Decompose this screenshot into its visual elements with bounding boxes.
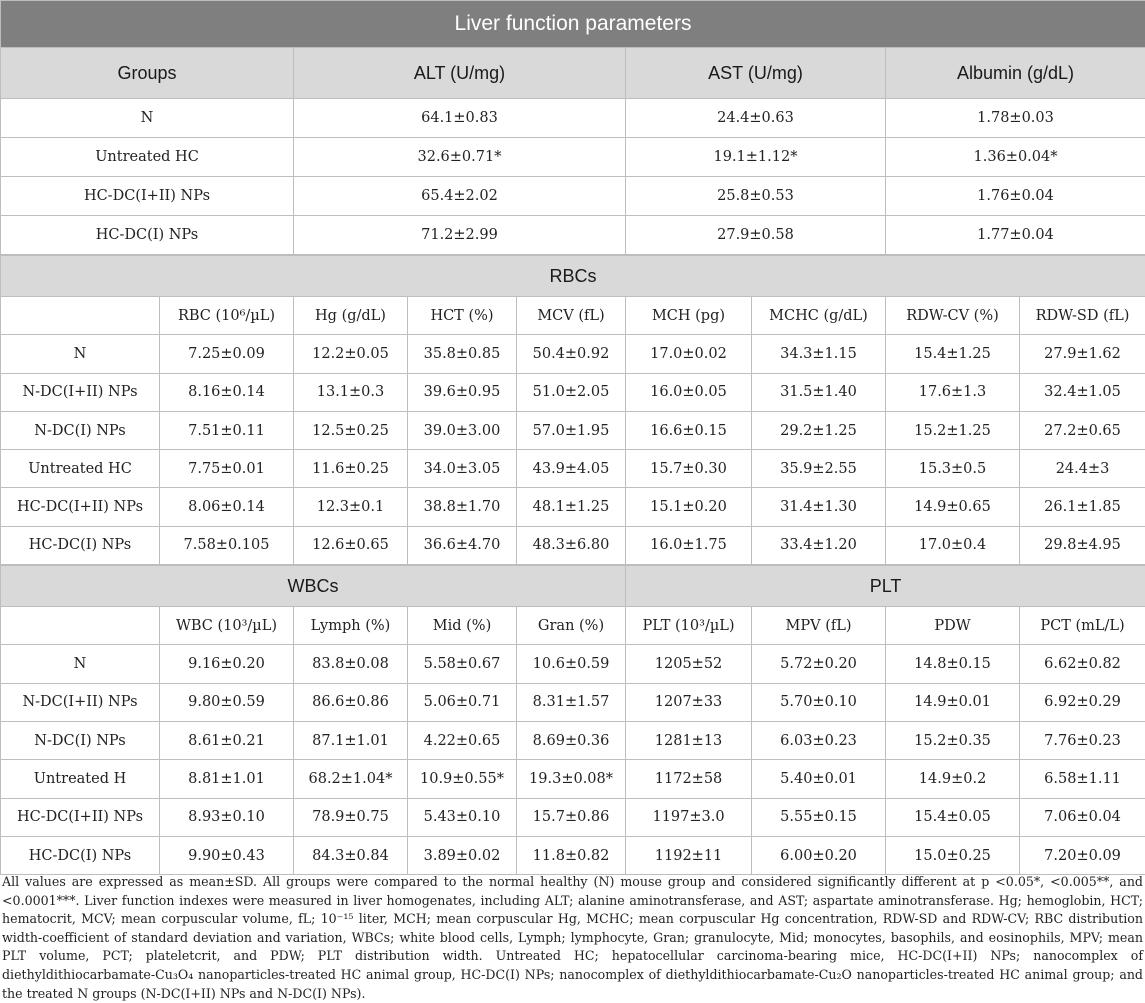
table-row — [1, 683, 1145, 721]
table-cell: 12.6±0.65 — [294, 526, 408, 564]
column-header: AST (U/mg) — [626, 48, 886, 99]
table-row — [1, 177, 1145, 216]
column-header: WBC (10³/µL) — [160, 607, 294, 645]
table-footnote: All values are expressed as mean±SD. All groups were compared to the normal healthy (N) mouse group and considered significantly different at p <0.05*, <0.005**, and <0.0001***. Liver function indexes were measured in liver homogenates, including ALT; alanine aminotransferase, and AST; aspartate aminotransferase. Hg; hemoglobin, HCT; hematocrit, MCV; mean corpuscular volume, fL; 10⁻¹⁵ liter, MCH; mean corpuscular Hg, MCHC; mean corpuscular Hg concentration, RDW-SD and RDW-CV; RBC distribution width-coefficient of standard deviation and variation, WBCs; white blood cells, Lymph; lymphocyte, Gran; granulocyte, Mid; monocytes, basophils, and eosinophils, MPV; mean PLT volume, PCT; plateletcrit, and PDW; PLT distribution width. Untreated HC; hepatocellular carcinoma-bearing mice, HC-DC(I+II) NPs; nanocomplex of diethyldithiocarbamate-Cu₃O₄ nanoparticles-treated HC animal group, HC-DC(I) NPs; nanocomplex of diethyldithiocarbamate-Cu₂O nanoparticles-treated HC animal group; and the treated N groups (N-DC(I+II) NPs and N-DC(I) NPs). — [0, 873, 1145, 1003]
table-cell: 50.4±0.92 — [517, 335, 626, 373]
column-header: Groups — [1, 48, 294, 99]
table-cell: 8.61±0.21 — [160, 721, 294, 759]
table-cell: 6.58±1.11 — [1020, 760, 1145, 798]
table-cell: 6.00±0.20 — [752, 836, 886, 874]
table-cell: 11.6±0.25 — [294, 450, 408, 488]
table-cell: 27.9±0.58 — [626, 216, 886, 255]
table-cell: 84.3±0.84 — [294, 836, 408, 874]
table-cell: 48.1±1.25 — [517, 488, 626, 526]
table-cell: 5.06±0.71 — [408, 683, 517, 721]
table-cell: 24.4±0.63 — [626, 99, 886, 138]
table-cell: 8.06±0.14 — [160, 488, 294, 526]
table-cell: 12.3±0.1 — [294, 488, 408, 526]
table-cell: 57.0±1.95 — [517, 411, 626, 449]
table-cell: 26.1±1.85 — [1020, 488, 1145, 526]
table-cell: 35.9±2.55 — [752, 450, 886, 488]
group-label: Untreated HC — [1, 138, 294, 177]
table-cell: 1172±58 — [626, 760, 752, 798]
table-cell: 8.31±1.57 — [517, 683, 626, 721]
table-cell: 6.03±0.23 — [752, 721, 886, 759]
column-header — [1, 607, 160, 645]
column-header: PLT (10³/µL) — [626, 607, 752, 645]
column-header: MCHC (g/dL) — [752, 297, 886, 335]
table-cell: 51.0±2.05 — [517, 373, 626, 411]
table-cell: 1205±52 — [626, 645, 752, 683]
table-cell: 7.06±0.04 — [1020, 798, 1145, 836]
liver-function-table — [0, 0, 1145, 255]
table-cell: 6.62±0.82 — [1020, 645, 1145, 683]
column-header: RDW-CV (%) — [886, 297, 1020, 335]
table-row — [1, 526, 1145, 564]
table-cell: 16.0±0.05 — [626, 373, 752, 411]
column-header: MPV (fL) — [752, 607, 886, 645]
table-cell: 24.4±3 — [1020, 450, 1145, 488]
table-cell: 10.9±0.55* — [408, 760, 517, 798]
group-label: HC-DC(I) NPs — [1, 526, 160, 564]
table-row — [1, 645, 1145, 683]
group-label: HC-DC(I) NPs — [1, 216, 294, 255]
table-cell: 4.22±0.65 — [408, 721, 517, 759]
table-cell: 83.8±0.08 — [294, 645, 408, 683]
table-cell: 14.9±0.01 — [886, 683, 1020, 721]
table-cell: 39.6±0.95 — [408, 373, 517, 411]
table-row — [1, 488, 1145, 526]
table-cell: 71.2±2.99 — [294, 216, 626, 255]
group-label: N-DC(I+II) NPs — [1, 683, 160, 721]
table-row — [1, 335, 1145, 373]
table-cell: 29.8±4.95 — [1020, 526, 1145, 564]
table-cell: 5.55±0.15 — [752, 798, 886, 836]
table-cell: 1281±13 — [626, 721, 752, 759]
table-cell: 9.16±0.20 — [160, 645, 294, 683]
rbc-table-body — [1, 256, 1145, 565]
table-cell: 86.6±0.86 — [294, 683, 408, 721]
group-label: N-DC(I) NPs — [1, 721, 160, 759]
column-header: MCV (fL) — [517, 297, 626, 335]
table-cell: 1.76±0.04 — [886, 177, 1145, 216]
table-cell: 87.1±1.01 — [294, 721, 408, 759]
table-cell: 9.80±0.59 — [160, 683, 294, 721]
group-label: N-DC(I) NPs — [1, 411, 160, 449]
table-cell: 3.89±0.02 — [408, 836, 517, 874]
table-cell: 5.58±0.67 — [408, 645, 517, 683]
rbc-table — [0, 255, 1145, 565]
table-cell: 5.72±0.20 — [752, 645, 886, 683]
table-cell: 1207±33 — [626, 683, 752, 721]
table-cell: 7.76±0.23 — [1020, 721, 1145, 759]
table-cell: 27.9±1.62 — [1020, 335, 1145, 373]
table-row — [1, 99, 1145, 138]
group-label: N-DC(I+II) NPs — [1, 373, 160, 411]
wbc-plt-table — [0, 565, 1145, 875]
table-cell: 34.3±1.15 — [752, 335, 886, 373]
table-cell: 13.1±0.3 — [294, 373, 408, 411]
table-cell: 15.7±0.86 — [517, 798, 626, 836]
column-header: Lymph (%) — [294, 607, 408, 645]
column-header: HCT (%) — [408, 297, 517, 335]
table-cell: 65.4±2.02 — [294, 177, 626, 216]
table-cell: 29.2±1.25 — [752, 411, 886, 449]
rbc-section-title: RBCs — [1, 256, 1145, 297]
table-cell: 32.6±0.71* — [294, 138, 626, 177]
table-cell: 31.5±1.40 — [752, 373, 886, 411]
column-header: Gran (%) — [517, 607, 626, 645]
liver-header-row — [1, 48, 1145, 99]
plt-section-title: PLT — [626, 566, 1145, 607]
column-header: Mid (%) — [408, 607, 517, 645]
table-cell: 19.3±0.08* — [517, 760, 626, 798]
column-header: MCH (pg) — [626, 297, 752, 335]
table-cell: 1192±11 — [626, 836, 752, 874]
table-cell: 33.4±1.20 — [752, 526, 886, 564]
table-cell: 19.1±1.12* — [626, 138, 886, 177]
table-cell: 6.92±0.29 — [1020, 683, 1145, 721]
table-cell: 48.3±6.80 — [517, 526, 626, 564]
table-cell: 32.4±1.05 — [1020, 373, 1145, 411]
table-cell: 15.7±0.30 — [626, 450, 752, 488]
table-cell: 15.1±0.20 — [626, 488, 752, 526]
table-cell: 15.4±1.25 — [886, 335, 1020, 373]
group-label: N — [1, 645, 160, 683]
table-cell: 27.2±0.65 — [1020, 411, 1145, 449]
column-header: PDW — [886, 607, 1020, 645]
table-row — [1, 798, 1145, 836]
table-row — [1, 836, 1145, 874]
table-cell: 10.6±0.59 — [517, 645, 626, 683]
table-row — [1, 721, 1145, 759]
wbc-table-body — [1, 566, 1145, 875]
table-cell: 14.8±0.15 — [886, 645, 1020, 683]
wbc-section-title: WBCs — [1, 566, 626, 607]
wbc-header-row — [1, 607, 1145, 645]
table-row — [1, 373, 1145, 411]
table-cell: 8.69±0.36 — [517, 721, 626, 759]
table-cell: 9.90±0.43 — [160, 836, 294, 874]
table-cell: 16.6±0.15 — [626, 411, 752, 449]
table-cell: 43.9±4.05 — [517, 450, 626, 488]
column-header: ALT (U/mg) — [294, 48, 626, 99]
table-cell: 11.8±0.82 — [517, 836, 626, 874]
table-row — [1, 411, 1145, 449]
table-cell: 7.58±0.105 — [160, 526, 294, 564]
table-cell: 38.8±1.70 — [408, 488, 517, 526]
table-cell: 35.8±0.85 — [408, 335, 517, 373]
table-cell: 16.0±1.75 — [626, 526, 752, 564]
table-cell: 64.1±0.83 — [294, 99, 626, 138]
table-cell: 1.78±0.03 — [886, 99, 1145, 138]
table-cell: 15.2±1.25 — [886, 411, 1020, 449]
table-cell: 17.6±1.3 — [886, 373, 1020, 411]
table-cell: 15.2±0.35 — [886, 721, 1020, 759]
table-cell: 15.0±0.25 — [886, 836, 1020, 874]
column-header — [1, 297, 160, 335]
table-row — [1, 216, 1145, 255]
table-cell: 36.6±4.70 — [408, 526, 517, 564]
table-cell: 7.51±0.11 — [160, 411, 294, 449]
column-header: RDW-SD (fL) — [1020, 297, 1145, 335]
group-label: N — [1, 335, 160, 373]
group-label: Untreated HC — [1, 450, 160, 488]
table-row — [1, 450, 1145, 488]
group-label: HC-DC(I+II) NPs — [1, 177, 294, 216]
table-cell: 15.4±0.05 — [886, 798, 1020, 836]
table-cell: 15.3±0.5 — [886, 450, 1020, 488]
table-cell: 68.2±1.04* — [294, 760, 408, 798]
table-cell: 8.93±0.10 — [160, 798, 294, 836]
table-cell: 25.8±0.53 — [626, 177, 886, 216]
table-cell: 5.40±0.01 — [752, 760, 886, 798]
table-cell: 17.0±0.02 — [626, 335, 752, 373]
table-cell: 14.9±0.65 — [886, 488, 1020, 526]
liver-section-title: Liver function parameters — [1, 1, 1145, 48]
column-header: Hg (g/dL) — [294, 297, 408, 335]
table-cell: 31.4±1.30 — [752, 488, 886, 526]
group-label: HC-DC(I) NPs — [1, 836, 160, 874]
group-label: HC-DC(I+II) NPs — [1, 798, 160, 836]
liver-table-body — [1, 1, 1145, 255]
table-cell: 8.81±1.01 — [160, 760, 294, 798]
table-cell: 12.5±0.25 — [294, 411, 408, 449]
group-label: Untreated H — [1, 760, 160, 798]
table-cell: 1197±3.0 — [626, 798, 752, 836]
table-cell: 78.9±0.75 — [294, 798, 408, 836]
table-cell: 12.2±0.05 — [294, 335, 408, 373]
column-header: Albumin (g/dL) — [886, 48, 1145, 99]
table-cell: 7.25±0.09 — [160, 335, 294, 373]
table-row — [1, 138, 1145, 177]
table-cell: 7.20±0.09 — [1020, 836, 1145, 874]
rbc-title-row — [1, 256, 1145, 297]
wbc-plt-title-row — [1, 566, 1145, 607]
table-cell: 8.16±0.14 — [160, 373, 294, 411]
table-cell: 5.43±0.10 — [408, 798, 517, 836]
table-cell: 7.75±0.01 — [160, 450, 294, 488]
table-row — [1, 760, 1145, 798]
table-cell: 5.70±0.10 — [752, 683, 886, 721]
rbc-header-row — [1, 297, 1145, 335]
table-cell: 34.0±3.05 — [408, 450, 517, 488]
table-cell: 14.9±0.2 — [886, 760, 1020, 798]
table-cell: 1.36±0.04* — [886, 138, 1145, 177]
table-cell: 1.77±0.04 — [886, 216, 1145, 255]
table-cell: 17.0±0.4 — [886, 526, 1020, 564]
liver-title-row — [1, 1, 1145, 48]
column-header: RBC (10⁶/µL) — [160, 297, 294, 335]
group-label: HC-DC(I+II) NPs — [1, 488, 160, 526]
table-cell: 39.0±3.00 — [408, 411, 517, 449]
group-label: N — [1, 99, 294, 138]
column-header: PCT (mL/L) — [1020, 607, 1145, 645]
